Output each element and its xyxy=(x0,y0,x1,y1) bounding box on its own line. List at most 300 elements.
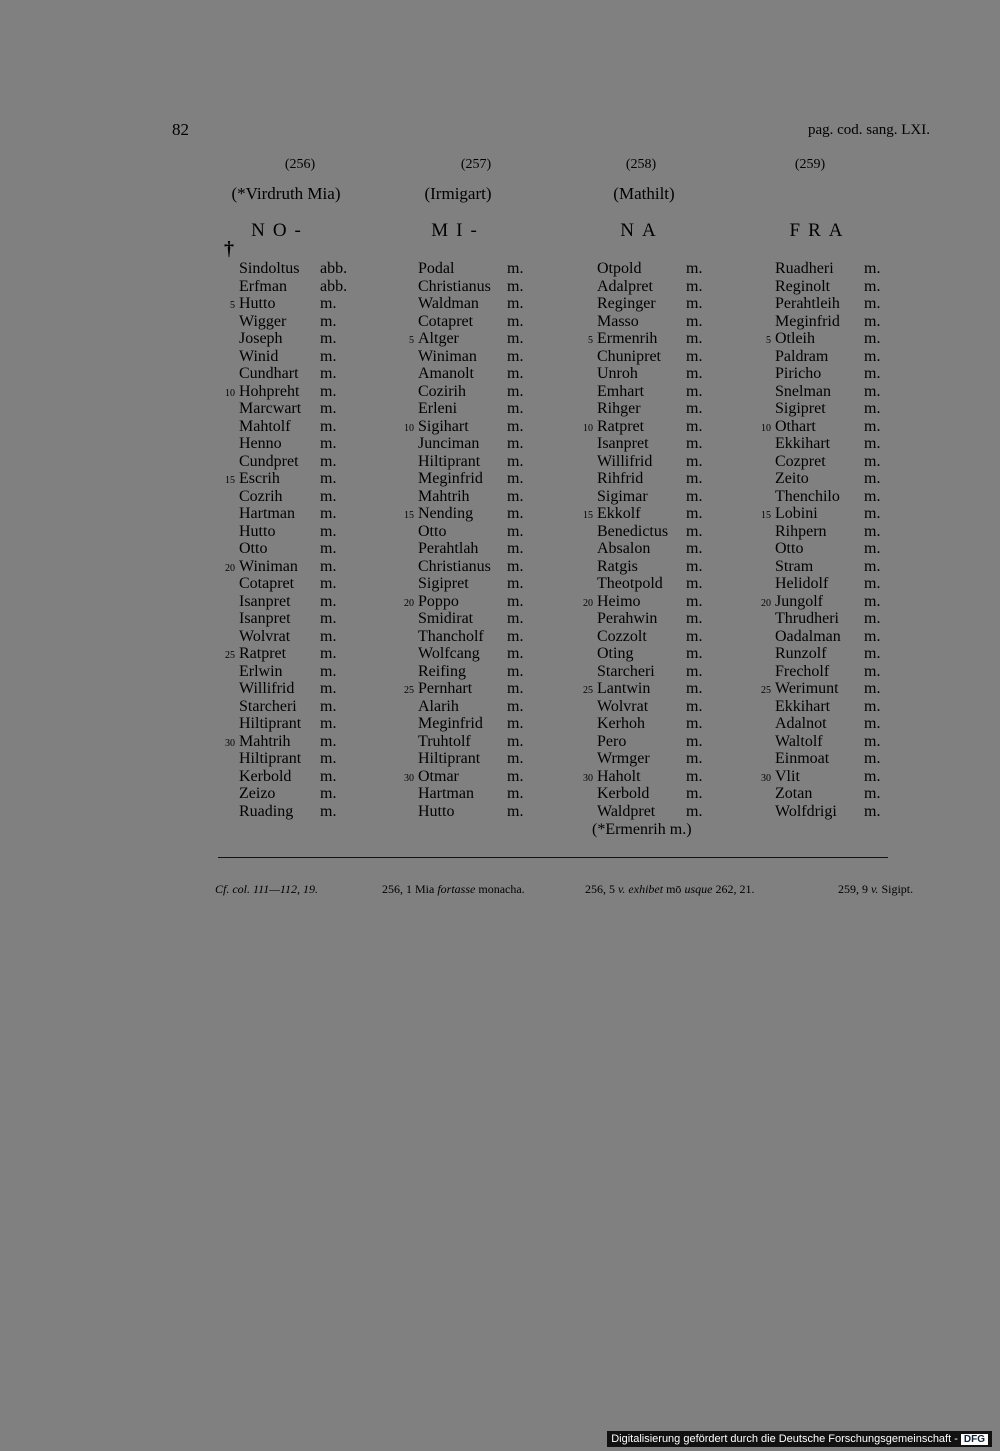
person-name: Hutto xyxy=(239,295,276,312)
person-status: m. xyxy=(507,540,524,557)
person-status: m. xyxy=(320,312,337,330)
person-status: m. xyxy=(686,365,703,382)
line-number: 20 xyxy=(761,597,771,609)
footnote-3-plain: 262, 21. xyxy=(712,882,755,896)
person-status: m. xyxy=(507,295,524,312)
person-status: m. xyxy=(320,662,337,680)
footnote-1 xyxy=(215,882,318,897)
person-name: Waltolf xyxy=(775,732,823,750)
person-status: m. xyxy=(864,435,881,452)
line-number: 20 xyxy=(404,597,414,609)
dagger-mark: † xyxy=(224,238,234,260)
person-status: m. xyxy=(864,662,881,680)
footnote-3 xyxy=(585,882,754,897)
line-number: 10 xyxy=(761,422,771,434)
person-status: m. xyxy=(320,452,337,470)
person-name: Rihger xyxy=(597,400,641,417)
col-number-256: (256) xyxy=(284,157,316,172)
person-name: Ekkihart xyxy=(775,435,831,452)
person-name: Cozpret xyxy=(775,452,826,470)
person-status: m. xyxy=(864,417,881,435)
person-name: Othart xyxy=(775,417,816,435)
person-status: m. xyxy=(864,452,881,470)
person-name: Starcheri xyxy=(239,697,297,715)
person-status: m. xyxy=(864,382,881,400)
person-name: Otto xyxy=(418,522,447,540)
person-name: Hohpreht xyxy=(239,382,300,400)
line-number: 30 xyxy=(225,737,235,749)
col-number-258: (258) xyxy=(625,157,657,172)
person-name: Sigipret xyxy=(418,575,469,592)
line-number: 10 xyxy=(225,387,235,399)
person-status: m. xyxy=(864,680,881,697)
person-status: m. xyxy=(864,557,881,575)
person-name: Sigihart xyxy=(418,417,469,435)
person-name: Cundpret xyxy=(239,452,299,470)
footnote-3-mid: mō xyxy=(663,882,685,896)
person-name: Escrih xyxy=(239,470,280,487)
person-status: m. xyxy=(864,767,881,785)
person-status: m. xyxy=(320,487,337,505)
person-status: m. xyxy=(320,400,337,417)
person-name: Isanpret xyxy=(597,435,649,452)
col-number-259: (259) xyxy=(794,157,826,172)
person-name: Erleni xyxy=(418,400,458,417)
person-name: Chunipret xyxy=(597,347,661,365)
person-status: m. xyxy=(686,382,703,400)
person-name: Wrmger xyxy=(597,750,650,767)
person-name: Erlwin xyxy=(239,662,283,680)
person-status: m. xyxy=(507,487,524,505)
person-name: Absalon xyxy=(597,540,651,557)
person-name: Ekkolf xyxy=(597,505,641,522)
person-name: Stram xyxy=(775,557,814,575)
person-name: Perahwin xyxy=(597,610,658,627)
person-status: m. xyxy=(686,680,703,697)
person-status: m. xyxy=(507,592,524,610)
person-status: m. xyxy=(320,802,337,820)
person-status: m. xyxy=(864,277,881,295)
footnote-2-plain: monacha. xyxy=(475,882,525,896)
person-name: Ruading xyxy=(239,802,294,820)
person-name: Emhart xyxy=(597,382,645,400)
person-name: Sigimar xyxy=(597,487,648,505)
person-name: Otto xyxy=(239,540,268,557)
footnote-1-italic: Cf. col. 111—112, 19. xyxy=(215,882,318,896)
person-name: Nending xyxy=(418,505,474,522)
dfg-text: Digitalisierung gefördert durch die Deutsche Forschungsgemeinschaft - xyxy=(611,1433,958,1445)
person-name: Starcheri xyxy=(597,662,655,680)
line-number: 25 xyxy=(404,685,414,696)
person-status: m. xyxy=(686,347,703,365)
person-name: Wolfdrigi xyxy=(775,802,837,820)
person-status: m. xyxy=(507,330,524,347)
person-name: Perahtleih xyxy=(775,295,840,312)
person-name: Ekkihart xyxy=(775,697,831,715)
person-status: m. xyxy=(686,522,703,540)
person-status: m. xyxy=(320,680,337,697)
footnote-2-italic: fortasse xyxy=(437,882,476,896)
person-name: Sigipret xyxy=(775,400,826,417)
person-status: abb. xyxy=(320,260,348,277)
person-status: m. xyxy=(864,540,881,557)
person-status: m. xyxy=(686,452,703,470)
person-status: m. xyxy=(320,697,337,715)
page-number: 82 xyxy=(172,120,189,139)
person-name: Winiman xyxy=(239,557,298,575)
person-status: m. xyxy=(320,575,337,592)
person-name: Perahtlah xyxy=(418,540,479,557)
person-status: m. xyxy=(507,365,524,382)
person-name: Otleih xyxy=(775,330,815,347)
person-name: Helidolf xyxy=(775,575,829,592)
person-status: m. xyxy=(507,417,524,435)
person-status: m. xyxy=(686,487,703,505)
person-status: m. xyxy=(686,627,703,645)
person-name: Cozzolt xyxy=(597,627,647,645)
person-name: Frecholf xyxy=(775,662,830,680)
person-status: m. xyxy=(507,627,524,645)
person-name: Ratpret xyxy=(597,417,645,435)
person-status: m. xyxy=(686,785,703,802)
person-status: m. xyxy=(864,400,881,417)
line-number: 15 xyxy=(583,510,593,521)
person-status: m. xyxy=(320,557,337,575)
person-status: m. xyxy=(507,522,524,540)
person-name: Jungolf xyxy=(775,592,823,610)
person-status: m. xyxy=(686,540,703,557)
person-name: Thancholf xyxy=(418,627,484,645)
person-status: m. xyxy=(320,417,337,435)
person-status: m. xyxy=(864,505,881,522)
line-number: 25 xyxy=(583,685,593,696)
person-name: Adalnot xyxy=(775,715,827,732)
heading-na: NA xyxy=(620,220,664,241)
person-status: m. xyxy=(864,312,881,330)
person-status: m. xyxy=(320,365,337,382)
person-name: Meginfrid xyxy=(418,715,483,732)
dfg-banner xyxy=(607,1431,992,1447)
person-status: m. xyxy=(686,277,703,295)
person-status: m. xyxy=(686,417,703,435)
person-name: Einmoat xyxy=(775,750,830,767)
person-status: m. xyxy=(686,750,703,767)
extra-entry-258: (*Ermenrih m.) xyxy=(592,821,692,838)
heading-fra: FRA xyxy=(789,220,851,241)
person-name: Hiltiprant xyxy=(418,452,481,470)
person-status: m. xyxy=(507,312,524,330)
person-status: m. xyxy=(507,435,524,452)
person-name: Lantwin xyxy=(597,680,651,697)
line-number: 20 xyxy=(225,562,235,574)
person-name: Meginfrid xyxy=(418,470,483,487)
person-status: m. xyxy=(864,295,881,312)
person-name: Lobini xyxy=(775,505,818,522)
person-status: m. xyxy=(507,610,524,627)
line-number: 20 xyxy=(583,597,593,609)
person-status: m. xyxy=(686,575,703,592)
footnote-4 xyxy=(838,882,913,897)
line-number: 15 xyxy=(761,510,771,521)
person-name: Masso xyxy=(597,312,639,330)
person-name: Junciman xyxy=(418,435,480,452)
line-number: 5 xyxy=(230,300,235,311)
person-status: m. xyxy=(864,610,881,627)
person-status: m. xyxy=(864,802,881,820)
person-status: m. xyxy=(864,575,881,592)
line-number: 5 xyxy=(588,335,593,346)
line-number: 25 xyxy=(761,685,771,696)
person-name: Zotan xyxy=(775,785,813,802)
person-name: Smidirat xyxy=(418,610,474,627)
person-status: m. xyxy=(686,470,703,487)
person-name: Pernhart xyxy=(418,680,473,697)
person-status: m. xyxy=(864,645,881,662)
heading-no: NO- xyxy=(251,220,309,241)
person-name: Oting xyxy=(597,645,634,662)
person-status: m. xyxy=(686,592,703,610)
person-status: m. xyxy=(864,470,881,487)
person-status: m. xyxy=(864,260,881,277)
person-name: Sindoltus xyxy=(239,260,300,277)
person-name: Waldpret xyxy=(597,802,656,820)
person-status: m. xyxy=(507,382,524,400)
person-name: Rihfrid xyxy=(597,470,644,487)
person-status: m. xyxy=(864,750,881,767)
person-status: m. xyxy=(507,575,524,592)
person-name: Hartman xyxy=(418,785,474,802)
person-status: m. xyxy=(686,260,703,277)
person-name: Amanolt xyxy=(418,365,474,382)
person-status: m. xyxy=(507,260,524,277)
person-status: m. xyxy=(320,347,337,365)
person-status: m. xyxy=(686,662,703,680)
person-name: Willifrid xyxy=(239,680,295,697)
person-status: m. xyxy=(320,767,337,785)
person-status: m. xyxy=(320,785,337,802)
person-name: Hartman xyxy=(239,505,295,522)
person-status: m. xyxy=(686,435,703,452)
person-status: m. xyxy=(507,452,524,470)
person-name: Hiltiprant xyxy=(239,750,302,767)
person-status: m. xyxy=(686,715,703,732)
person-status: m. xyxy=(507,680,524,697)
person-name: Unroh xyxy=(597,365,638,382)
person-status: m. xyxy=(320,295,337,312)
line-number: 15 xyxy=(404,510,414,521)
person-name: Kerbold xyxy=(597,785,650,802)
person-status: m. xyxy=(864,330,881,347)
person-name: Thrudheri xyxy=(775,610,839,627)
person-name: Willifrid xyxy=(597,452,653,470)
person-name: Zeito xyxy=(775,470,809,487)
person-name: Snelman xyxy=(775,382,831,400)
person-name: Ratpret xyxy=(239,645,287,662)
person-status: m. xyxy=(507,470,524,487)
line-number: 30 xyxy=(761,772,771,784)
person-name: Altger xyxy=(418,330,459,347)
person-name: Adalpret xyxy=(597,277,653,295)
person-name: Mahtrih xyxy=(239,732,291,750)
person-status: m. xyxy=(507,505,524,522)
line-number: 10 xyxy=(404,422,414,434)
person-name: Truhtolf xyxy=(418,732,471,750)
person-name: Runzolf xyxy=(775,645,827,662)
person-name: Erfman xyxy=(239,277,287,295)
person-name: Reginolt xyxy=(775,277,831,295)
person-name: Wigger xyxy=(239,312,287,330)
person-name: Werimunt xyxy=(775,680,839,697)
person-status: m. xyxy=(686,732,703,750)
person-status: m. xyxy=(320,330,337,347)
person-status: m. xyxy=(864,365,881,382)
person-status: m. xyxy=(864,522,881,540)
footnote-2 xyxy=(382,882,525,897)
person-status: m. xyxy=(507,802,524,820)
person-status: m. xyxy=(686,802,703,820)
person-status: m. xyxy=(507,557,524,575)
person-name: Kerhoh xyxy=(597,715,645,732)
person-name: Waldman xyxy=(418,295,479,312)
person-name: Winid xyxy=(239,347,279,365)
person-status: m. xyxy=(507,715,524,732)
person-status: m. xyxy=(320,592,337,610)
person-name: Cotapret xyxy=(239,575,295,592)
person-status: m. xyxy=(507,347,524,365)
footnote-4-lead: 259, 9 xyxy=(838,882,871,896)
running-head: pag. cod. sang. LXI. xyxy=(807,122,930,138)
person-name: Isanpret xyxy=(239,610,291,627)
footnote-3-italic2: usque xyxy=(684,882,713,896)
person-status: m. xyxy=(686,697,703,715)
person-name: Hiltiprant xyxy=(239,715,302,732)
person-status: m. xyxy=(320,435,337,452)
person-name: Marcwart xyxy=(239,400,302,417)
person-name: Christianus xyxy=(418,557,491,575)
person-status: m. xyxy=(864,592,881,610)
footnote-3-italic: v. exhibet xyxy=(618,882,664,896)
person-status: abb. xyxy=(320,277,348,295)
person-status: m. xyxy=(686,645,703,662)
person-name: Cotapret xyxy=(418,312,474,330)
person-status: m. xyxy=(320,505,337,522)
person-name: Reifing xyxy=(418,662,466,680)
person-name: Joseph xyxy=(239,330,283,347)
person-status: m. xyxy=(320,645,337,662)
person-status: m. xyxy=(686,610,703,627)
person-name: Rihpern xyxy=(775,522,827,540)
person-status: m. xyxy=(686,295,703,312)
person-name: Wolvrat xyxy=(239,627,291,645)
person-name: Wolvrat xyxy=(597,697,649,715)
footnote-rule xyxy=(218,857,888,858)
person-status: m. xyxy=(320,715,337,732)
person-status: m. xyxy=(864,732,881,750)
footnote-4-plain: Sigipt. xyxy=(878,882,914,896)
person-status: m. xyxy=(507,400,524,417)
person-name: Thenchilo xyxy=(775,487,840,505)
person-name: Otpold xyxy=(597,260,642,277)
person-name: Mahtolf xyxy=(239,417,291,435)
person-name: Wolfcang xyxy=(418,645,480,662)
person-status: m. xyxy=(686,312,703,330)
person-status: m. xyxy=(320,732,337,750)
person-name: Zeizo xyxy=(239,785,276,802)
person-name: Hutto xyxy=(239,522,276,540)
person-name: Ermenrih xyxy=(597,330,658,347)
person-status: m. xyxy=(320,522,337,540)
person-name: Cozirih xyxy=(418,382,466,400)
person-status: m. xyxy=(507,732,524,750)
person-status: m. xyxy=(864,785,881,802)
person-name: Reginger xyxy=(597,295,656,312)
person-name: Vlit xyxy=(775,767,800,785)
person-status: m. xyxy=(864,715,881,732)
col-title-256: (*Virdruth Mia) xyxy=(231,184,341,203)
col-title-257: (Irmigart) xyxy=(424,184,492,203)
person-status: m. xyxy=(320,610,337,627)
person-name: Henno xyxy=(239,435,282,452)
person-status: m. xyxy=(864,697,881,715)
person-status: m. xyxy=(320,382,337,400)
person-name: Oadalman xyxy=(775,627,841,645)
person-name: Theotpold xyxy=(597,575,663,592)
person-status: m. xyxy=(686,400,703,417)
person-status: m. xyxy=(686,505,703,522)
person-name: Otmar xyxy=(418,767,459,785)
person-name: Isanpret xyxy=(239,592,291,610)
person-name: Christianus xyxy=(418,277,491,295)
person-name: Ratgis xyxy=(597,557,638,575)
line-number: 25 xyxy=(225,650,235,661)
person-status: m. xyxy=(686,557,703,575)
person-status: m. xyxy=(864,347,881,365)
person-name: Haholt xyxy=(597,767,641,785)
person-name: Hiltiprant xyxy=(418,750,481,767)
person-name: Cozrih xyxy=(239,487,283,505)
person-status: m. xyxy=(320,470,337,487)
person-status: m. xyxy=(864,487,881,505)
col-title-258: (Mathilt) xyxy=(613,184,675,203)
line-number: 30 xyxy=(583,772,593,784)
person-status: m. xyxy=(686,330,703,347)
person-status: m. xyxy=(507,785,524,802)
person-name: Benedictus xyxy=(597,522,669,540)
person-status: m. xyxy=(507,767,524,785)
person-name: Winiman xyxy=(418,347,477,365)
col-number-257: (257) xyxy=(460,157,492,172)
person-name: Mahtrih xyxy=(418,487,470,505)
footnote-2-lead: 256, 1 Mia xyxy=(382,882,438,896)
line-number: 10 xyxy=(583,422,593,434)
person-name: Pero xyxy=(597,732,627,750)
line-number: 5 xyxy=(766,335,771,346)
footnote-4-italic: v. xyxy=(871,882,879,896)
person-status: m. xyxy=(507,697,524,715)
heading-mi: MI- xyxy=(431,220,485,241)
person-name: Cundhart xyxy=(239,365,299,382)
person-name: Paldram xyxy=(775,347,829,365)
person-name: Kerbold xyxy=(239,767,292,785)
person-name: Hutto xyxy=(418,802,455,820)
line-number: 15 xyxy=(225,475,235,486)
line-number: 5 xyxy=(409,335,414,346)
person-status: m. xyxy=(507,277,524,295)
person-name: Heimo xyxy=(597,592,641,610)
footnote-3-lead: 256, 5 xyxy=(585,882,618,896)
person-name: Meginfrid xyxy=(775,312,840,330)
person-status: m. xyxy=(320,540,337,557)
